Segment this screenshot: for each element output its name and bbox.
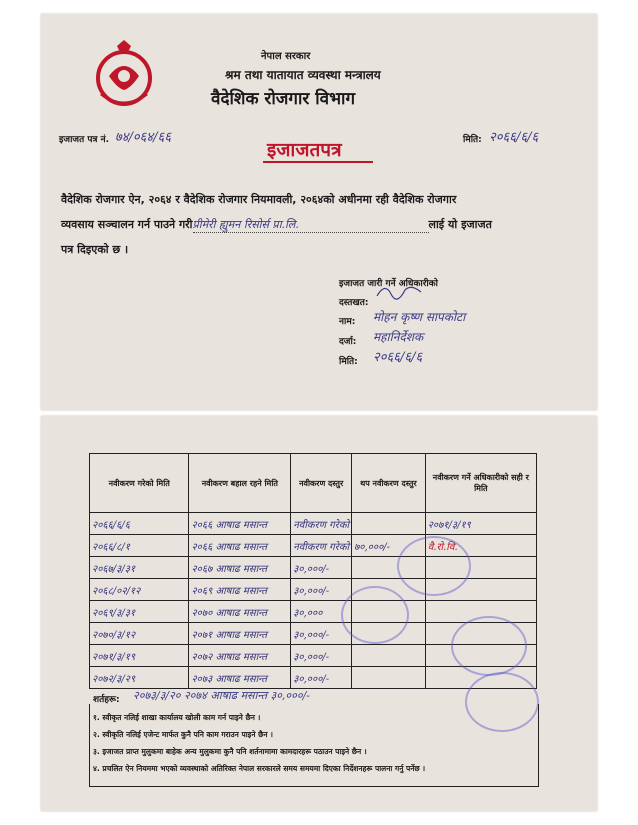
cell-renewed-date: २०६६/६/६ — [90, 513, 189, 535]
condition-3: ३. इजाजत प्राप्त मुलुकमा बाहेक अन्य मुलुकमा कुनै पनि शर्तनामामा कामदारहरू पठाउन पाइने छैन । — [93, 747, 367, 756]
date-value: २०६६/६/६ — [489, 130, 539, 145]
cell-renewed-date: २०६७/३/३१ — [90, 557, 189, 579]
cell-renewal-fee: ३०,०००/- — [291, 667, 352, 689]
cell-valid-until: २०६६ आषाढ मसान्त — [189, 535, 291, 557]
body-line-3: पत्र दिइएको छ । — [61, 243, 129, 256]
header-officer-signature: नवीकरण गर्ने अधिकारीको सही र मिति — [425, 454, 536, 513]
cell-extra-fee — [352, 513, 426, 535]
office-stamp-icon — [341, 586, 409, 644]
body-line-1: वैदेशिक रोजगार ऐन, २०६४ र वैदेशिक रोजगार नियमावली, २०६४को अधीनमा रही वैदेशिक रोजगार — [61, 193, 457, 206]
header-extra-fee: थप नवीकरण दस्तुर — [352, 454, 426, 513]
cell-extra-fee — [352, 645, 426, 667]
cell-valid-until: २०६७ आषाढ मसान्त — [189, 557, 291, 579]
office-stamp-icon — [451, 616, 527, 676]
body-line-2-suffix: लाई यो इजाजत — [428, 218, 492, 231]
issue-date-label: मिति: — [339, 357, 358, 367]
cell-renewed-date: २०६९/३/३१ — [90, 601, 189, 623]
cell-renewal-fee: ३०,०००/- — [291, 623, 352, 645]
condition-4: ४. प्रचलित ऐन नियममा भएको व्यवस्थाको अतिरिक्त नेपाल सरकारले समय समयमा दिएका निर्देशनहरू पालना गर्नु पर्नेछ । — [93, 764, 426, 773]
condition-1: १. स्वीकृत नलिई शाखा कार्यालय खोली काम गर्न पाइने छैन । — [93, 713, 261, 722]
office-stamp-icon — [397, 536, 471, 596]
header-renewal-fee: नवीकरण दस्तुर — [291, 454, 352, 513]
cell-renewed-date: २०७२/३/२९ — [90, 667, 189, 689]
department-name: वैदेशिक रोजगार विभाग — [211, 89, 356, 109]
permit-no-value: ७४/०६४/६६ — [115, 130, 172, 145]
signature-label: दस्तखत: — [339, 298, 369, 308]
cell-officer-signature: २०७१/३/१९ — [425, 513, 536, 535]
issue-date-value: २०६६/६/६ — [373, 350, 423, 365]
cell-officer-signature: वै.रो.वि. — [425, 535, 536, 557]
header-renewed-date: नवीकरण गरेको मिति — [90, 454, 189, 513]
signature-icon — [375, 280, 425, 302]
table-row — [90, 513, 537, 535]
issuer-heading: इजाजत जारी गर्ने अधिकारीको — [339, 279, 438, 289]
cell-renewal-fee: नवीकरण गरेको — [291, 535, 352, 557]
rank-value: महानिर्देशक — [373, 330, 424, 344]
conditions-box — [89, 704, 539, 787]
name-value: मोहन कृष्ण सापकोटा — [373, 310, 466, 324]
cell-renewal-fee: नवीकरण गरेको — [291, 513, 352, 535]
cell-valid-until: २०६९ आषाढ मसान्त — [189, 579, 291, 601]
body-line-2 — [61, 217, 492, 233]
government-name: नेपाल सरकार — [261, 51, 311, 62]
cell-renewed-date: २०७०/३/१२ — [90, 623, 189, 645]
license-front-page — [41, 14, 597, 410]
cell-extra-fee — [352, 667, 426, 689]
renewal-table-header — [90, 454, 537, 513]
cell-valid-until: २०७० आषाढ मसान्त — [189, 601, 291, 623]
cell-valid-until: २०६६ आषाढ मसान्त — [189, 513, 291, 535]
cell-renewal-fee: ३०,०००/- — [291, 579, 352, 601]
ministry-name: श्रम तथा यातायात व्यवस्था मन्त्रालय — [225, 68, 381, 82]
header-valid-until: नवीकरण बहाल रहने मिति — [189, 454, 291, 513]
conditions-label: शर्तहरू: — [93, 695, 120, 705]
license-back-page — [41, 416, 597, 811]
cell-renewal-fee: ३०,००० — [291, 601, 352, 623]
cell-extra-fee: ७०,०००/- — [352, 535, 426, 557]
company-name: प्रीमेरी ह्युमन रिसोर्स प्रा.लि. — [193, 217, 429, 233]
cell-renewed-date: २०६८/०२/१२ — [90, 579, 189, 601]
title-underline — [263, 161, 373, 163]
cell-renewed-date: २०७१/३/१९ — [90, 645, 189, 667]
cell-renewal-fee: ३०,०००/- — [291, 557, 352, 579]
body-line-2-prefix: व्यवसाय सञ्चालन गर्न पाउने गरी — [61, 218, 193, 231]
rank-label: दर्जा: — [339, 337, 357, 347]
nepal-emblem-icon — [87, 38, 161, 112]
table-row — [90, 579, 537, 601]
name-label: नाम: — [339, 317, 356, 327]
permit-no-label: इजाजत पत्र नं. — [59, 135, 109, 145]
cell-valid-until: २०७१ आषाढ मसान्त — [189, 623, 291, 645]
date-label: मिति: — [463, 135, 482, 145]
cell-renewal-fee: ३०,०००/- — [291, 645, 352, 667]
table-row — [90, 535, 537, 557]
cell-renewed-date: २०६६/८/१ — [90, 535, 189, 557]
extra-renewal-note: २०७३/३/२० २०७४ आषाढ मसान्त ३०,०००/- — [133, 689, 310, 702]
condition-2: २. स्वीकृति नलिई एजेन्ट मार्फत कुनै पनि काम गराउन पाइने छैन । — [93, 730, 273, 739]
cell-valid-until: २०७३ आषाढ मसान्त — [189, 667, 291, 689]
cell-valid-until: २०७२ आषाढ मसान्त — [189, 645, 291, 667]
document-title: इजाजतपत्र — [267, 139, 342, 161]
